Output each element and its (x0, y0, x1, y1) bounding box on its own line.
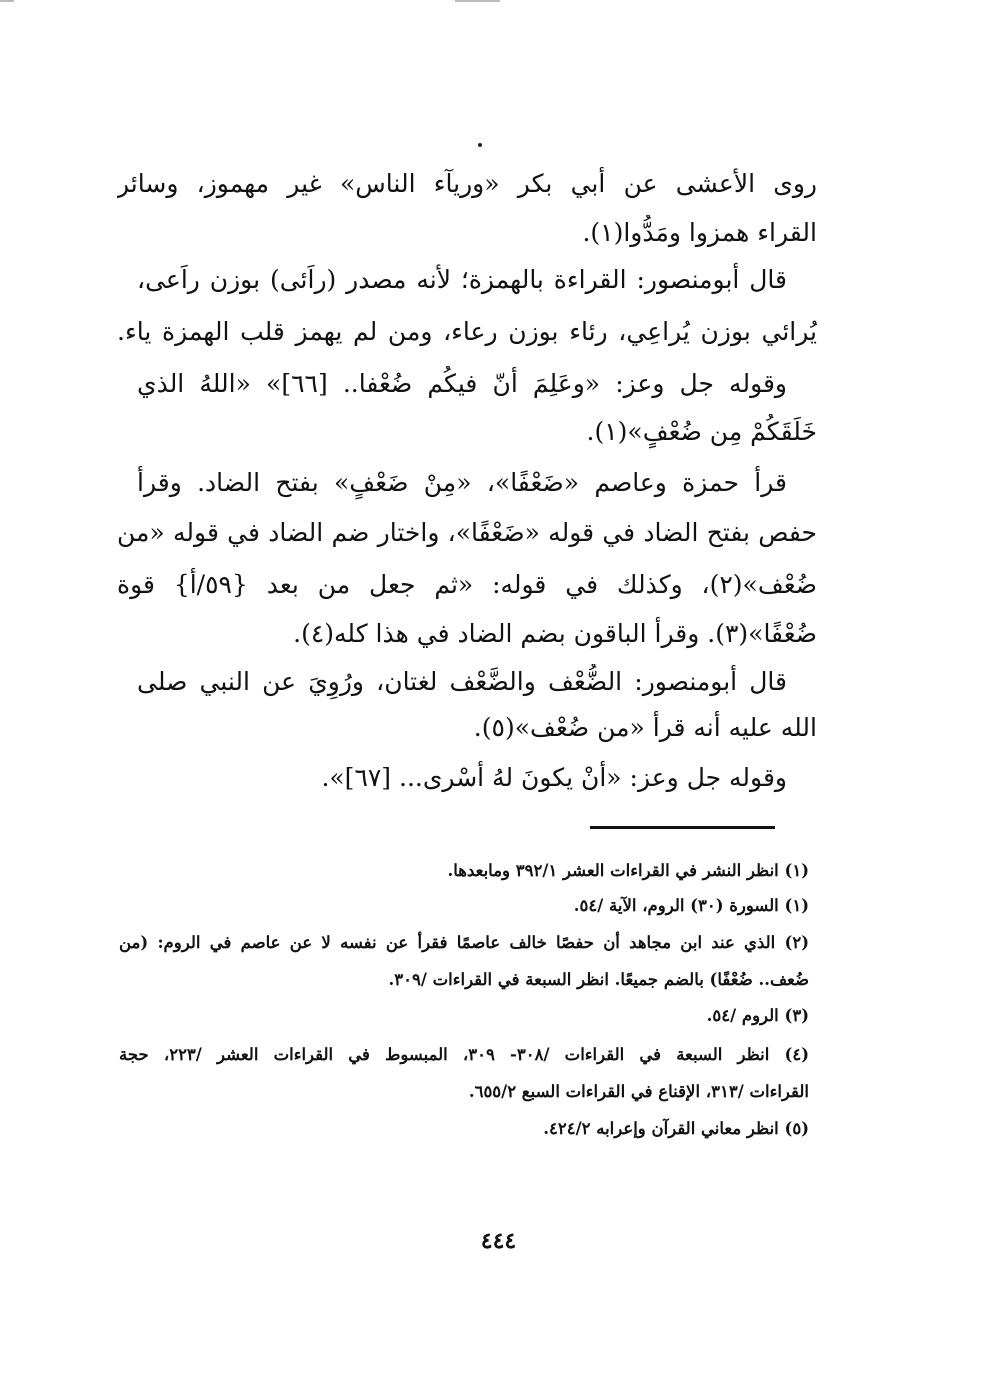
scan-artifact (455, 0, 500, 2)
body-line: خَلَقَكُمْ مِن ضُعْفٍ»(١). (586, 417, 817, 446)
body-line: الله عليه أنه قرأ «من ضُعْف»(٥). (473, 713, 817, 742)
scan-artifact (0, 0, 14, 2)
body-line: يُرائي بوزن يُراعِي، رئاء بوزن رعاء، ومن لم يهمز قلب الهمزة ياء. (117, 317, 817, 346)
body-line: حفص بفتح الضاد في قوله «ضَعْفًا»، واختار ضم الضاد في قوله «من (117, 518, 817, 547)
footnote: (٣) الروم /٥٤. (706, 1006, 809, 1025)
body-line: القراء همزوا ومَدُّوا(١). (582, 218, 817, 247)
body-line: ضُعْف»(٢)، وكذلك في قوله: «ثم جعل من بعد {٥٩/أ} قوة (117, 570, 817, 599)
footnote: (٥) انظر معاني القرآن وإعرابه ٤٢٤/٢. (543, 1119, 809, 1138)
footnote: ضُعف.. ضُعْفًا) بالضم جميعًا. انظر السبعة في القراءات /٣٠٩. (388, 970, 809, 989)
body-line: وقوله جل وعز: «أنْ يكونَ لهُ أسْرى... [٦٧]». (321, 763, 787, 792)
body-line: ضُعْفًا»(٣). وقرأ الباقون بضم الضاد في هذا كله(٤). (293, 619, 817, 648)
footnote: القراءات /٣١٣، الإقناع في القراءات السبع ٦٥٥/٢. (468, 1082, 809, 1101)
footnote: (١) انظر النشر في القراءات العشر ٣٩٢/١ ومابعدها. (447, 861, 809, 880)
body-line: روى الأعشى عن أبي بكر «وريآء الناس» غير مهموز، وسائر (117, 169, 817, 198)
body-line: قرأ حمزة وعاصم «ضَعْفًا»، «مِنْ ضَعْفٍ» بفتح الضاد. وقرأ (137, 468, 787, 497)
body-line: قال أبومنصور: الضُّعْف والضَّعْف لغتان، ورُوِيَ عن النبي صلى (137, 667, 787, 696)
scan-speck (478, 143, 482, 147)
page-number: ٤٤٤ (480, 1228, 517, 1254)
footnote: (١) السورة (٣٠) الروم، الآية /٥٤. (573, 896, 809, 915)
body-line: قال أبومنصور: القراءة بالهمزة؛ لأنه مصدر (راَئى) بوزن راَعى، (137, 265, 787, 294)
footnote: (٢) الذي عند ابن مجاهد أن حفصًا خالف عاصمًا فقرأ عن نفسه لا عن عاصم في الروم: (من (119, 933, 809, 952)
body-line: وقوله جل وعز: «وعَلِمَ أنّ فيكُم ضُعْفا.. [٦٦]» «اللهُ الذي (137, 369, 787, 398)
footnote: (٤) انظر السبعة في القراءات /٣٠٨- ٣٠٩، المبسوط في القراءات العشر /٢٢٣، حجة (119, 1045, 809, 1064)
footnote-separator (590, 826, 775, 829)
